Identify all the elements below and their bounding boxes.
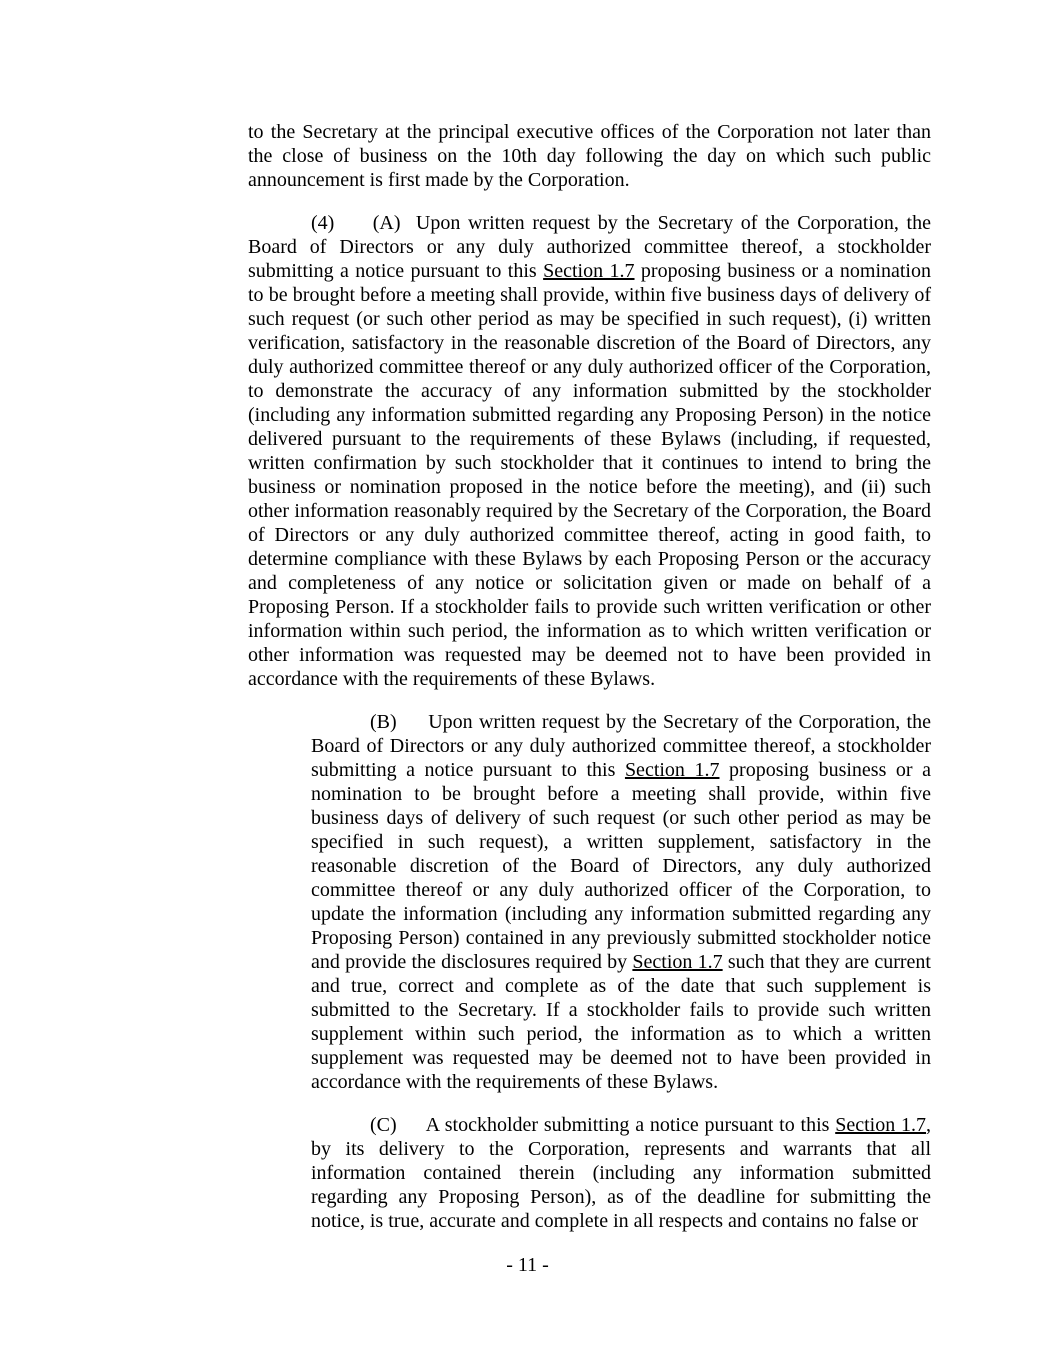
text-run: (4) (A) Upon written request by the Secretary of the Corporation, the Board of Directors or any duly authorized committee thereof, a stockholder submitting a notice pursuant to this: [248, 212, 931, 282]
paragraph-4a: [248, 211, 931, 691]
text-run: (C) A stockholder submitting a notice pursuant to this: [370, 1114, 836, 1136]
text-run: such that they are current and true, correct and complete as of the date that such supplement is submitted to the Secretary. If a stockholder fails to provide such written supplement within such period, the information as to which a written supplement was requested may be deemed not to have been provided in accordance with the requirements of these Bylaws.: [311, 951, 931, 1093]
paragraph-continuation: [248, 120, 931, 192]
text-run: to the Secretary at the principal executive offices of the Corporation not later than the close of business on the 10th day following the day on which such public announcement is first made by the Corporation.: [248, 121, 931, 191]
text-run: proposing business or a nomination to be brought before a meeting shall provide, within five business days of delivery of such request (or such other period as may be specified in such request), a written supplement, satisfactory in the reasonable discretion of the Board of Directors, any duly authorized committee thereof or any duly authorized officer of the Corporation, to update the information (including any information submitted regarding any Proposing Person) contained in any previously submitted stockholder notice and provide the disclosures required by: [311, 759, 931, 973]
section-1-7-reference: Section 1.7: [543, 260, 635, 282]
paragraph-4b: [311, 710, 931, 1094]
text-run: proposing business or a nomination to be brought before a meeting shall provide, within five business days of delivery of such request (or such other period as may be specified in such request), (i) written verification, satisfactory in the reasonable discretion of the Board of Directors, any duly authorized committee thereof or any duly authorized officer of the Corporation, to demonstrate the accuracy of any information submitted by the stockholder (including any information submitted regarding any Proposing Person) in the notice delivered pursuant to the requirements of these Bylaws (including, if requested, written confirmation by such stockholder that it continues to intend to bring the business or nomination proposed in the notice before the meeting), and (ii) such other information reasonably required by the Secretary of the Corporation, the Board of Directors or any duly authorized committee thereof, acting in good faith, to determine compliance with these Bylaws by each Proposing Person or the accuracy and completeness of any notice or solicitation given or made on behalf of a Proposing Person. If a stockholder fails to provide such written verification or other information within such period, the information as to which written verification or other information was requested may be deemed not to have been provided in accordance with the requirements of these Bylaws.: [248, 260, 931, 690]
paragraph-4c: [311, 1113, 931, 1233]
page-number: - 11 -: [506, 1254, 549, 1276]
body-text: [248, 120, 931, 1233]
section-1-7-reference: Section 1.7: [624, 759, 720, 781]
section-1-7-reference: Section 1.7: [835, 1114, 926, 1136]
text-run: (B) Upon written request by the Secretary of the Corporation, the Board of Directors or any duly authorized committee thereof, a stockholder submitting a notice pursuant to this: [311, 711, 931, 781]
text-run: , by its delivery to the Corporation, represents and warrants that all information contained therein (including any information submitted regarding any Proposing Person), as of the deadline for submitting the notice, is true, accurate and complete in all respects and contains no false or: [311, 1114, 931, 1232]
section-1-7-reference: Section 1.7: [632, 951, 723, 973]
